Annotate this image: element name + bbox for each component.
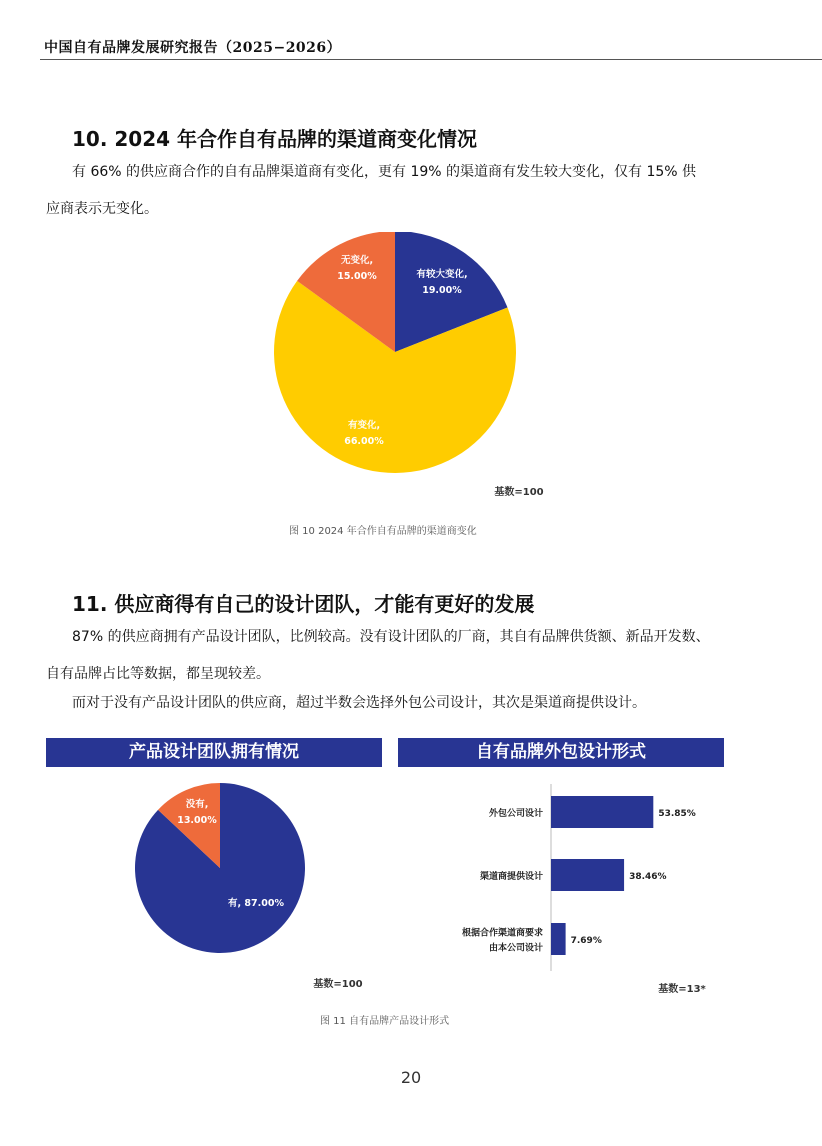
- figure-10-caption: 图 10 2024 年合作自有品牌的渠道商变化: [289, 526, 477, 537]
- page-number: 20: [400, 1068, 422, 1087]
- bar-value-label: 7.69%: [570, 936, 602, 946]
- design-team-banner: 产品设计团队拥有情况: [46, 738, 382, 767]
- section-11-paragraph-2: 而对于没有产品设计团队的供应商，超过半数会选择外包公司设计，其次是渠道商提供设计。: [72, 695, 646, 711]
- bar-value-label: 38.46%: [629, 872, 667, 882]
- pie-slice-label: 无变化,: [340, 255, 374, 266]
- bar-category-label: 由本公司设计: [488, 943, 543, 954]
- pie-slice-label: 有, 87.00%: [228, 898, 284, 909]
- bar-category-label: 外包公司设计: [488, 809, 543, 819]
- section-11-para1-line2: 自有品牌占比等数据，都呈现较差。: [46, 666, 270, 682]
- bar-value-label: 53.85%: [658, 809, 696, 819]
- section-10-para-line2: 应商表示无变化。: [46, 201, 158, 217]
- pie-slice-value: 15.00%: [337, 271, 377, 282]
- section-11-paragraph-1: [46, 619, 772, 693]
- pie-slice-label: 没有,: [185, 799, 209, 810]
- bar-category-label: 渠道商提供设计: [479, 872, 543, 882]
- section-10-paragraph: [46, 154, 772, 228]
- bar-chart-outsourcing-form: [420, 776, 720, 996]
- bar: [551, 923, 566, 955]
- pie-slice-value: 13.00%: [177, 815, 217, 826]
- pie-slice-value: 66.00%: [344, 436, 384, 447]
- pie-slice-label: 有变化,: [347, 420, 381, 431]
- base-count-label: 基数=100: [313, 979, 363, 990]
- header-title: 中国自有品牌发展研究报告（2025−2026）: [44, 40, 342, 56]
- base-count-label: 基数=100: [494, 487, 544, 498]
- pie-slice-label: 有较大变化,: [416, 269, 468, 280]
- bar: [551, 859, 624, 891]
- bar: [551, 796, 653, 828]
- base-count-label: 基数=13*: [658, 984, 706, 995]
- section-10-para-line1: 有 66% 的供应商合作的自有品牌渠道商有变化，更有 19% 的渠道商有发生较大变化，仅有 15% 供: [72, 164, 697, 180]
- outsourcing-banner: 自有品牌外包设计形式: [398, 738, 724, 767]
- section-11-para1-line1: 87% 的供应商拥有产品设计团队，比例较高。没有设计团队的厂商，其自有品牌供货额、新品开发数、: [72, 629, 710, 645]
- pie-chart-channel-change: [262, 232, 562, 502]
- figure-11-caption: 图 11 自有品牌产品设计形式: [320, 1016, 450, 1027]
- pie-chart-design-team: [120, 776, 380, 994]
- bar-category-label: 根据合作渠道商要求: [461, 928, 543, 939]
- pie-slice-value: 19.00%: [422, 285, 462, 296]
- section-10-title: 10. 2024 年合作自有品牌的渠道商变化情况: [72, 127, 478, 151]
- header-rule: [40, 59, 822, 60]
- section-11-title: 11. 供应商得有自己的设计团队，才能有更好的发展: [72, 592, 535, 616]
